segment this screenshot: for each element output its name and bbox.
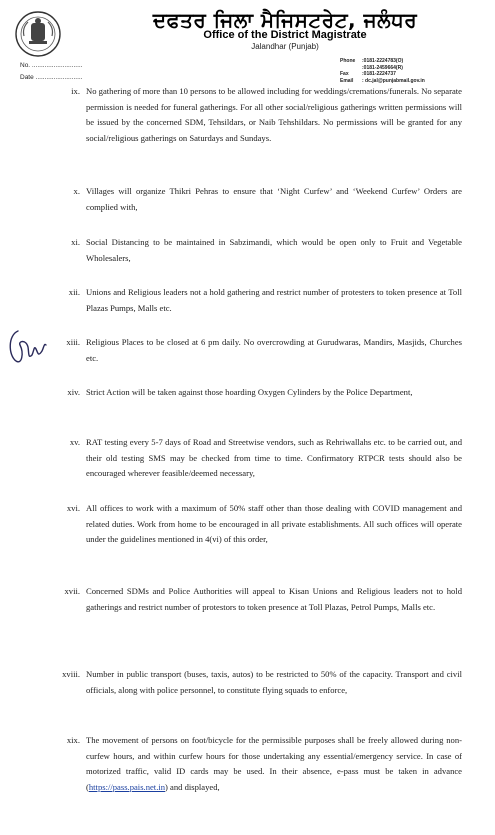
item-number: xii.: [68, 287, 80, 297]
contact-block: [340, 58, 425, 84]
office-location: Jalandhar (Punjab): [251, 42, 319, 51]
reference-date: Date ..........................: [20, 74, 83, 81]
item-text: RAT testing every 5-7 days of Road and Streetwise vendors, such as Rehriwallahs etc. to be carried out, and their old testing SMS may be checked from time to time. Confirmatory RTPCR tests should also be encouraged wherever feasible/deemed necessary,: [86, 437, 462, 479]
epass-link[interactable]: https://pass.pais.net.in: [88, 781, 166, 792]
office-title-punjabi: ਦਫਤਰ ਜਿਲਾ ਮੈਜਿਸਟਰੇਟ, ਜਲੰਧਰ: [152, 8, 418, 32]
contact-phone-office: Phone :0181-2224783(O): [340, 58, 404, 64]
order-item-xvi: [66, 501, 462, 548]
item-number: xviii.: [62, 669, 80, 679]
item-text: No gathering of more than 10 persons to be allowed including for weddings/cremations/funerals. No separate permission is needed for funeral gatherings. For all other social/religious gatherings written permissions will be issued by the concerned SDM, Tehsildars, or Naib Tehshildars. No permissions will be granted for any social/religious gatherings on Saturdays and Sundays.: [86, 86, 462, 143]
item-text: Concerned SDMs and Police Authorities will appeal to Kisan Unions and Religious leaders not to hold gatherings and restrict number of protestors to token presence at Toll Plazas, Petrol Pumps, Malls etc.: [86, 586, 462, 612]
item-number: xvi.: [66, 503, 80, 513]
item-number: x.: [73, 186, 80, 196]
item-number: xiv.: [67, 387, 80, 397]
office-title-english: Office of the District Magistrate: [203, 29, 367, 41]
state-emblem-icon: [14, 10, 62, 58]
item-text: Number in public transport (buses, taxis, autos) to be restricted to 50% of the capacity. Transport and civil officials, along with police personnel, to constitute flying squads to enforce,: [86, 669, 462, 695]
item-number: xix.: [66, 735, 80, 745]
order-item-xviii: [62, 667, 462, 698]
item-number: ix.: [71, 86, 80, 96]
item-number: xv.: [69, 437, 80, 447]
order-item-xiv: [67, 385, 462, 401]
item-text: Strict Action will be taken against those hoarding Oxygen Cylinders by the Police Department,: [86, 387, 413, 397]
order-item-x: [73, 184, 462, 215]
reference-number: No. ............................: [20, 62, 83, 69]
order-item-xv: [69, 435, 462, 482]
order-item-xii: [68, 285, 462, 316]
item-number: xvii.: [64, 586, 80, 596]
order-item-xvii: [64, 584, 462, 615]
item-number: xi.: [71, 237, 80, 247]
order-item-xi: [71, 235, 462, 266]
order-item-xix: [66, 733, 462, 795]
order-item-xiii: [66, 335, 462, 366]
order-item-ix: [71, 84, 462, 146]
item-text: All offices to work with a maximum of 50% staff other than those dealing with COVID management and related duties. Work from home to be encouraged in all private establishments. All such offices will operate under the guidelines mentioned in 4(vi) of this order,: [86, 503, 462, 545]
item-text: The movement of persons on foot/bicycle for the permissible purposes shall be freely allowed during non-curfew hours, and within curfew hours for those undertaking any essential/emergency service. In case of motorized traffic, valid ID cards may be used. In their absence, e-pass must be taken in advance (https://pass.pais.net.in) and displayed,: [86, 735, 462, 792]
item-text: Unions and Religious leaders not a hold gathering and restrict number of protesters to token presence at Toll Plazas Pumps, Malls etc.: [86, 287, 462, 313]
item-text: Social Distancing to be maintained in Sabzimandi, which would be open only to Fruit and Vegetable Wholesalers,: [86, 237, 462, 263]
item-text: Religious Places to be closed at 6 pm daily. No overcrowding at Gurudwaras, Mandirs, Masjids, Churches etc.: [86, 337, 462, 363]
item-number: xiii.: [66, 337, 80, 347]
item-text: Villages will organize Thikri Pehras to ensure that ‘Night Curfew’ and ‘Weekend Curfew’ Orders are complied with,: [86, 186, 462, 212]
contact-phone-residence: :0181-2459664(R): [362, 64, 403, 71]
handwritten-signature: [4, 325, 48, 369]
contact-email: Email : dc.jal@punjabmail.gov.in: [340, 77, 425, 84]
contact-fax: Fax :0181-2224737: [340, 71, 396, 77]
